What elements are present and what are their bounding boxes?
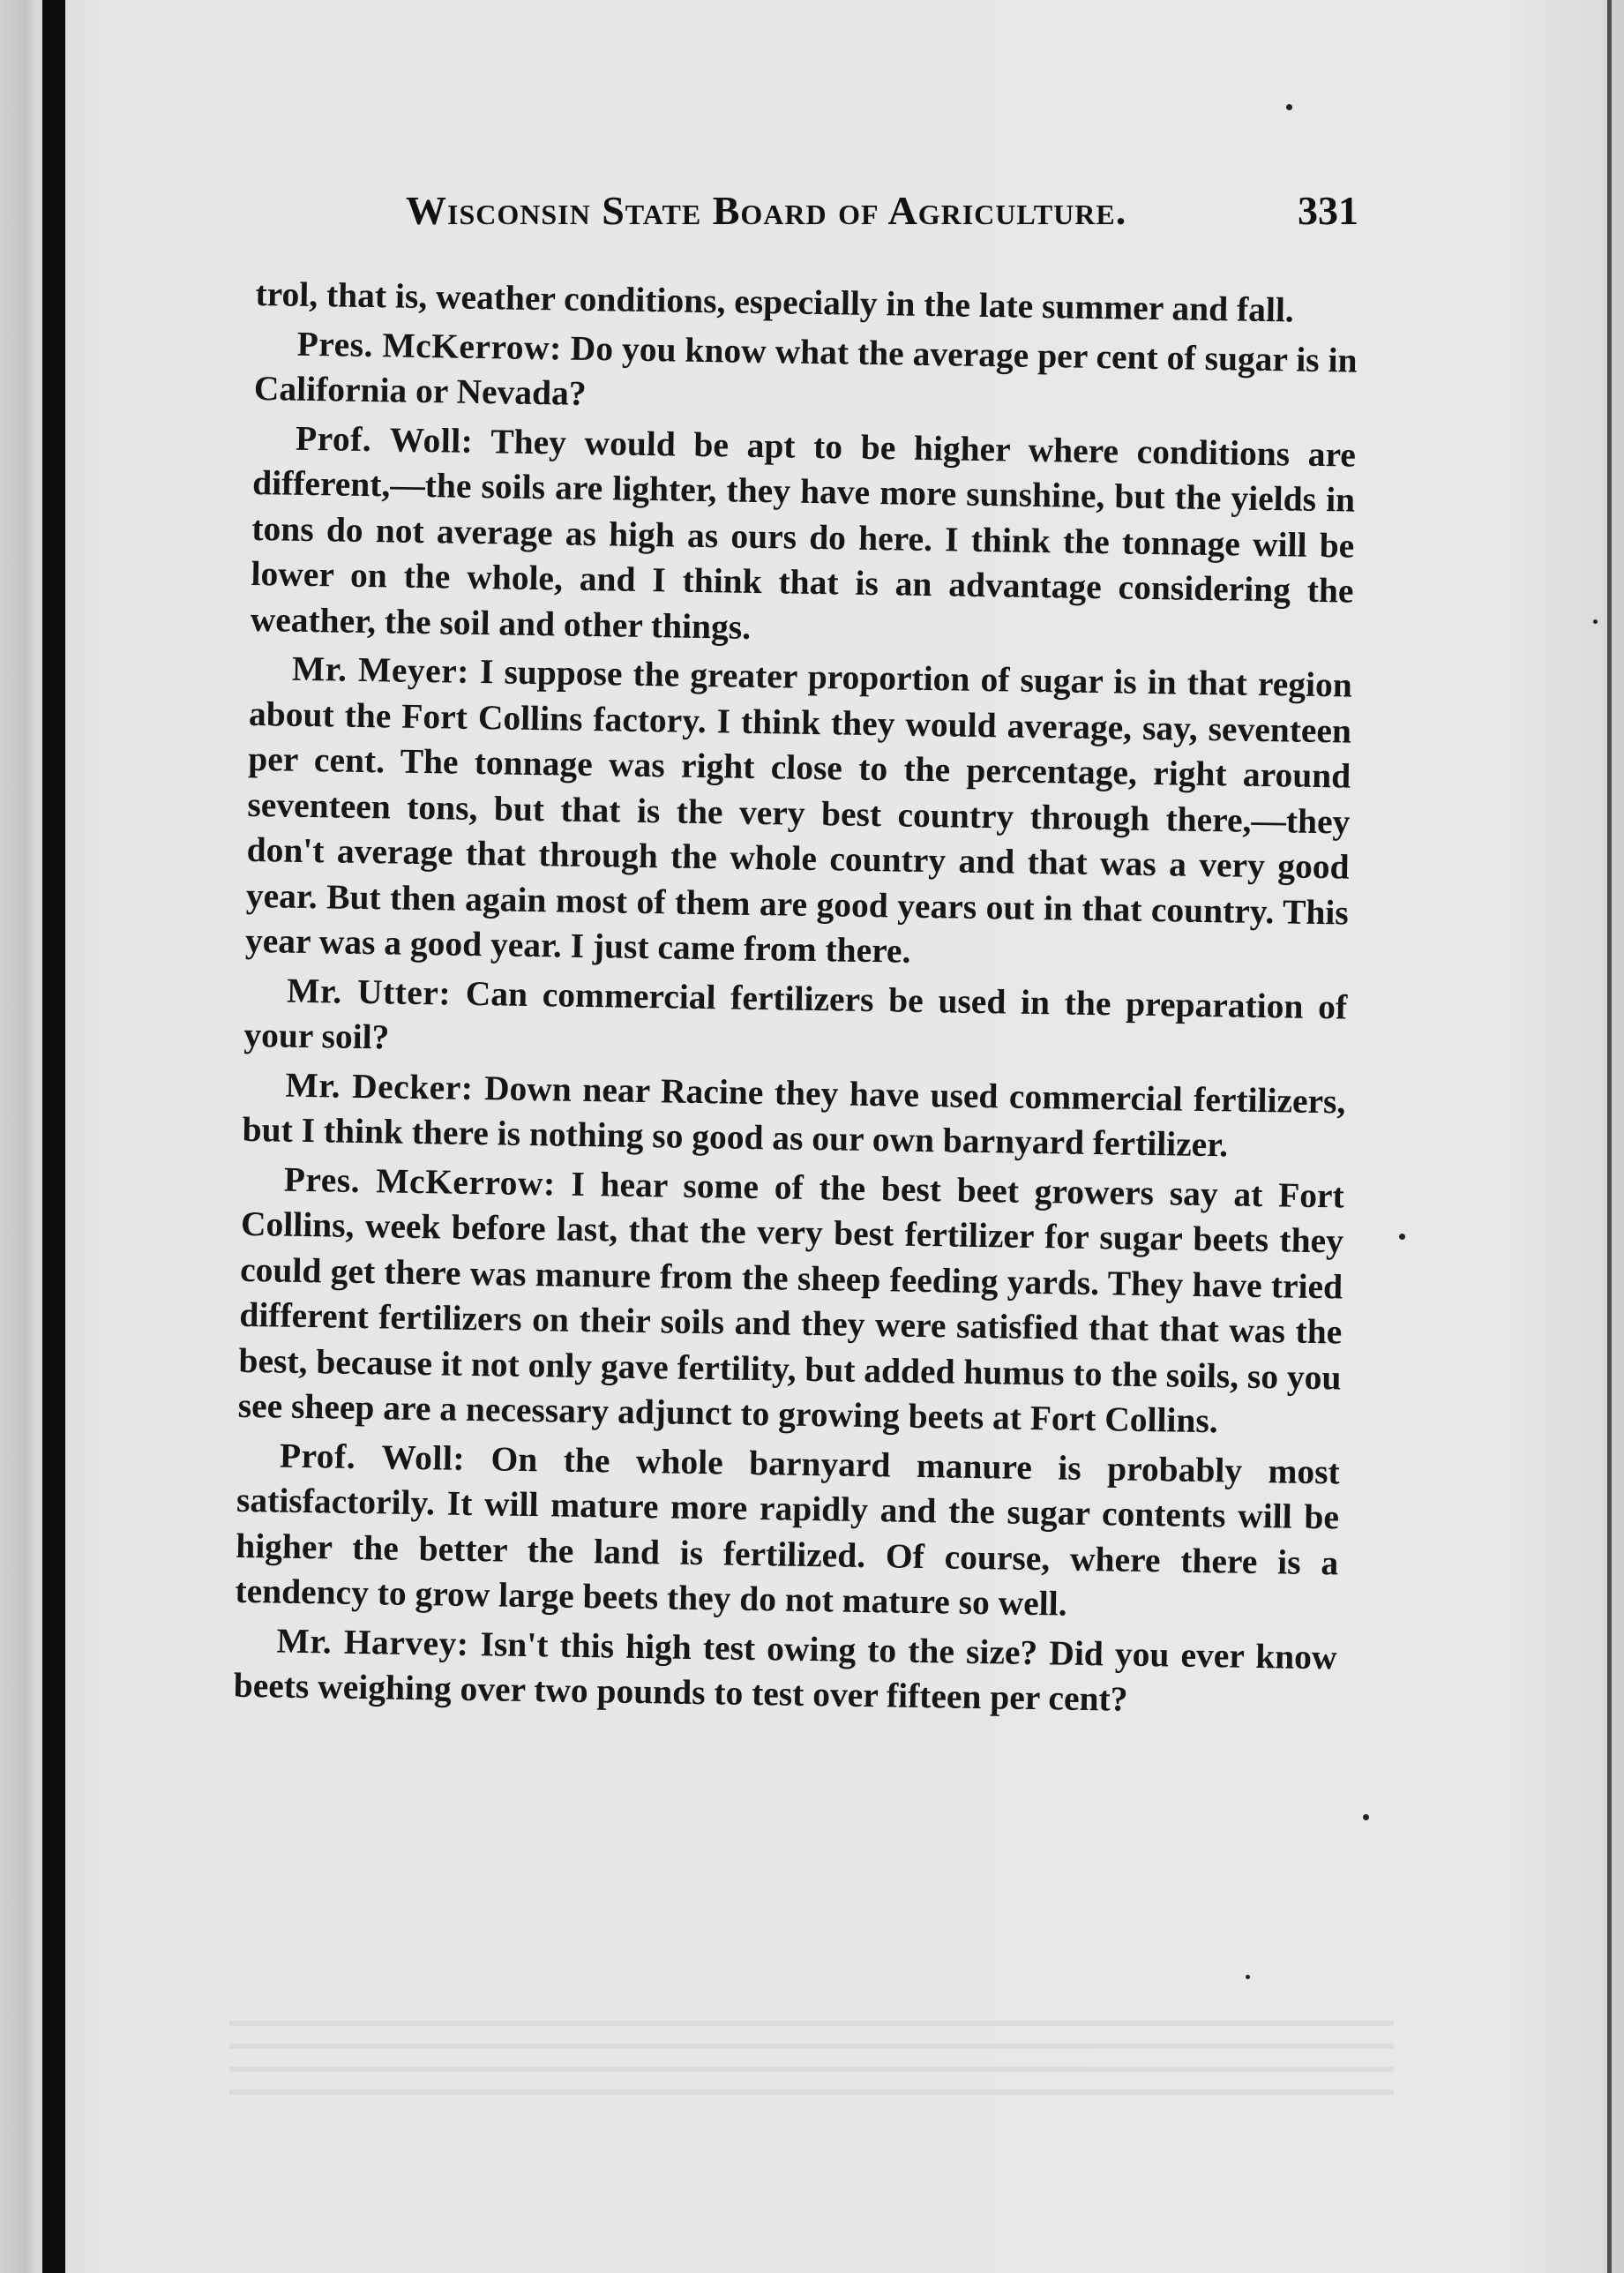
paragraph-text: On the whole barnyard manure is probably most satisfactorily. It will mature more rapidly and the sugar contents will be higher the better the land is fertilized. Of course, where there is a tendency to grow large beets they do not mature so well. (235, 1438, 1341, 1624)
page-edge-shade (1612, 0, 1624, 2273)
paragraph-text: I hear some of the best beet growers say at Fort Collins, week before last, that the very best fertilizer for sugar beets they could get there was manure from the sheep feeding yards. They have tried different fertilizers on their soils and they were satisfied that that was the best, because it not only gave fertility, but added humus to the soils, so you see sheep are a necessary adjunct to growing beets at Fort Collins. (237, 1163, 1345, 1441)
paragraph (250, 415, 1356, 659)
speaker-name: Mr. Harvey: (276, 1621, 469, 1663)
speaker-name: Prof. Woll: (279, 1436, 466, 1478)
ink-speck (1286, 104, 1292, 110)
paragraph-text: They would be apt to be higher where conditions are different,—the soils are lighter, they have more sunshine, but the yields in tons do not average as high as ours do here. I think the tonnage will be lower on the whole, and I think that is an advantage considering the weather, the soil and other things. (250, 421, 1357, 647)
paragraph-text: Do you know what the average per cent of sugar is in California or Nevada? (253, 327, 1358, 413)
speaker-name: Mr. Decker: (285, 1065, 474, 1107)
paragraph (237, 1156, 1344, 1446)
speaker-name: Pres. McKerrow: (296, 324, 563, 367)
paragraph (242, 1061, 1345, 1170)
running-head (406, 187, 1358, 249)
paragraph-text: Down near Racine they have used commercial fertilizers, but I think there is nothing so good as our own barnyard fertilizer. (242, 1068, 1346, 1165)
speaker-name: Pres. McKerrow: (283, 1159, 557, 1203)
binding-shadow (0, 0, 37, 2273)
paragraph-text: Isn't this high test owing to the size? Did you ever know beets weighing over two pounds to test over fifteen per cent? (233, 1624, 1337, 1719)
paragraph (235, 1432, 1340, 1632)
body-text (228, 272, 1358, 2053)
page-number: 331 (1298, 188, 1358, 233)
paragraph-text: I suppose the greater proportion of sugar is in that region about the Fort Collins factory. I think they would average, say, seventeen per cent. The tonnage was right close to the percentage, right around seventeen tons, but that is the very best country through there,—they don't average that through the whole country and that was a very good year. But then again most of them are good years out in that country. This year was a good year. I just came from there. (244, 651, 1353, 971)
speaker-name: Mr. Meyer: (291, 649, 470, 691)
paragraph-text: Can commercial fertilizers be used in the preparation of your soil? (243, 973, 1348, 1057)
paragraph (233, 1617, 1336, 1726)
running-head-title: Wisconsin State Board of Agriculture. (406, 188, 1127, 233)
ink-speck (1399, 1234, 1405, 1240)
ink-speck (1593, 619, 1598, 624)
ink-speck (1363, 1814, 1369, 1820)
ink-speck (1246, 1975, 1250, 1979)
binding-edge (42, 0, 65, 2273)
paragraph-text: trol, that is, weather conditions, especially in the late summer and fall. (255, 274, 1295, 330)
paragraph (243, 967, 1347, 1076)
speaker-name: Prof. Woll: (295, 418, 474, 461)
speaker-name: Mr. Utter: (286, 971, 452, 1013)
paragraph (254, 320, 1358, 429)
paragraph (245, 646, 1353, 981)
